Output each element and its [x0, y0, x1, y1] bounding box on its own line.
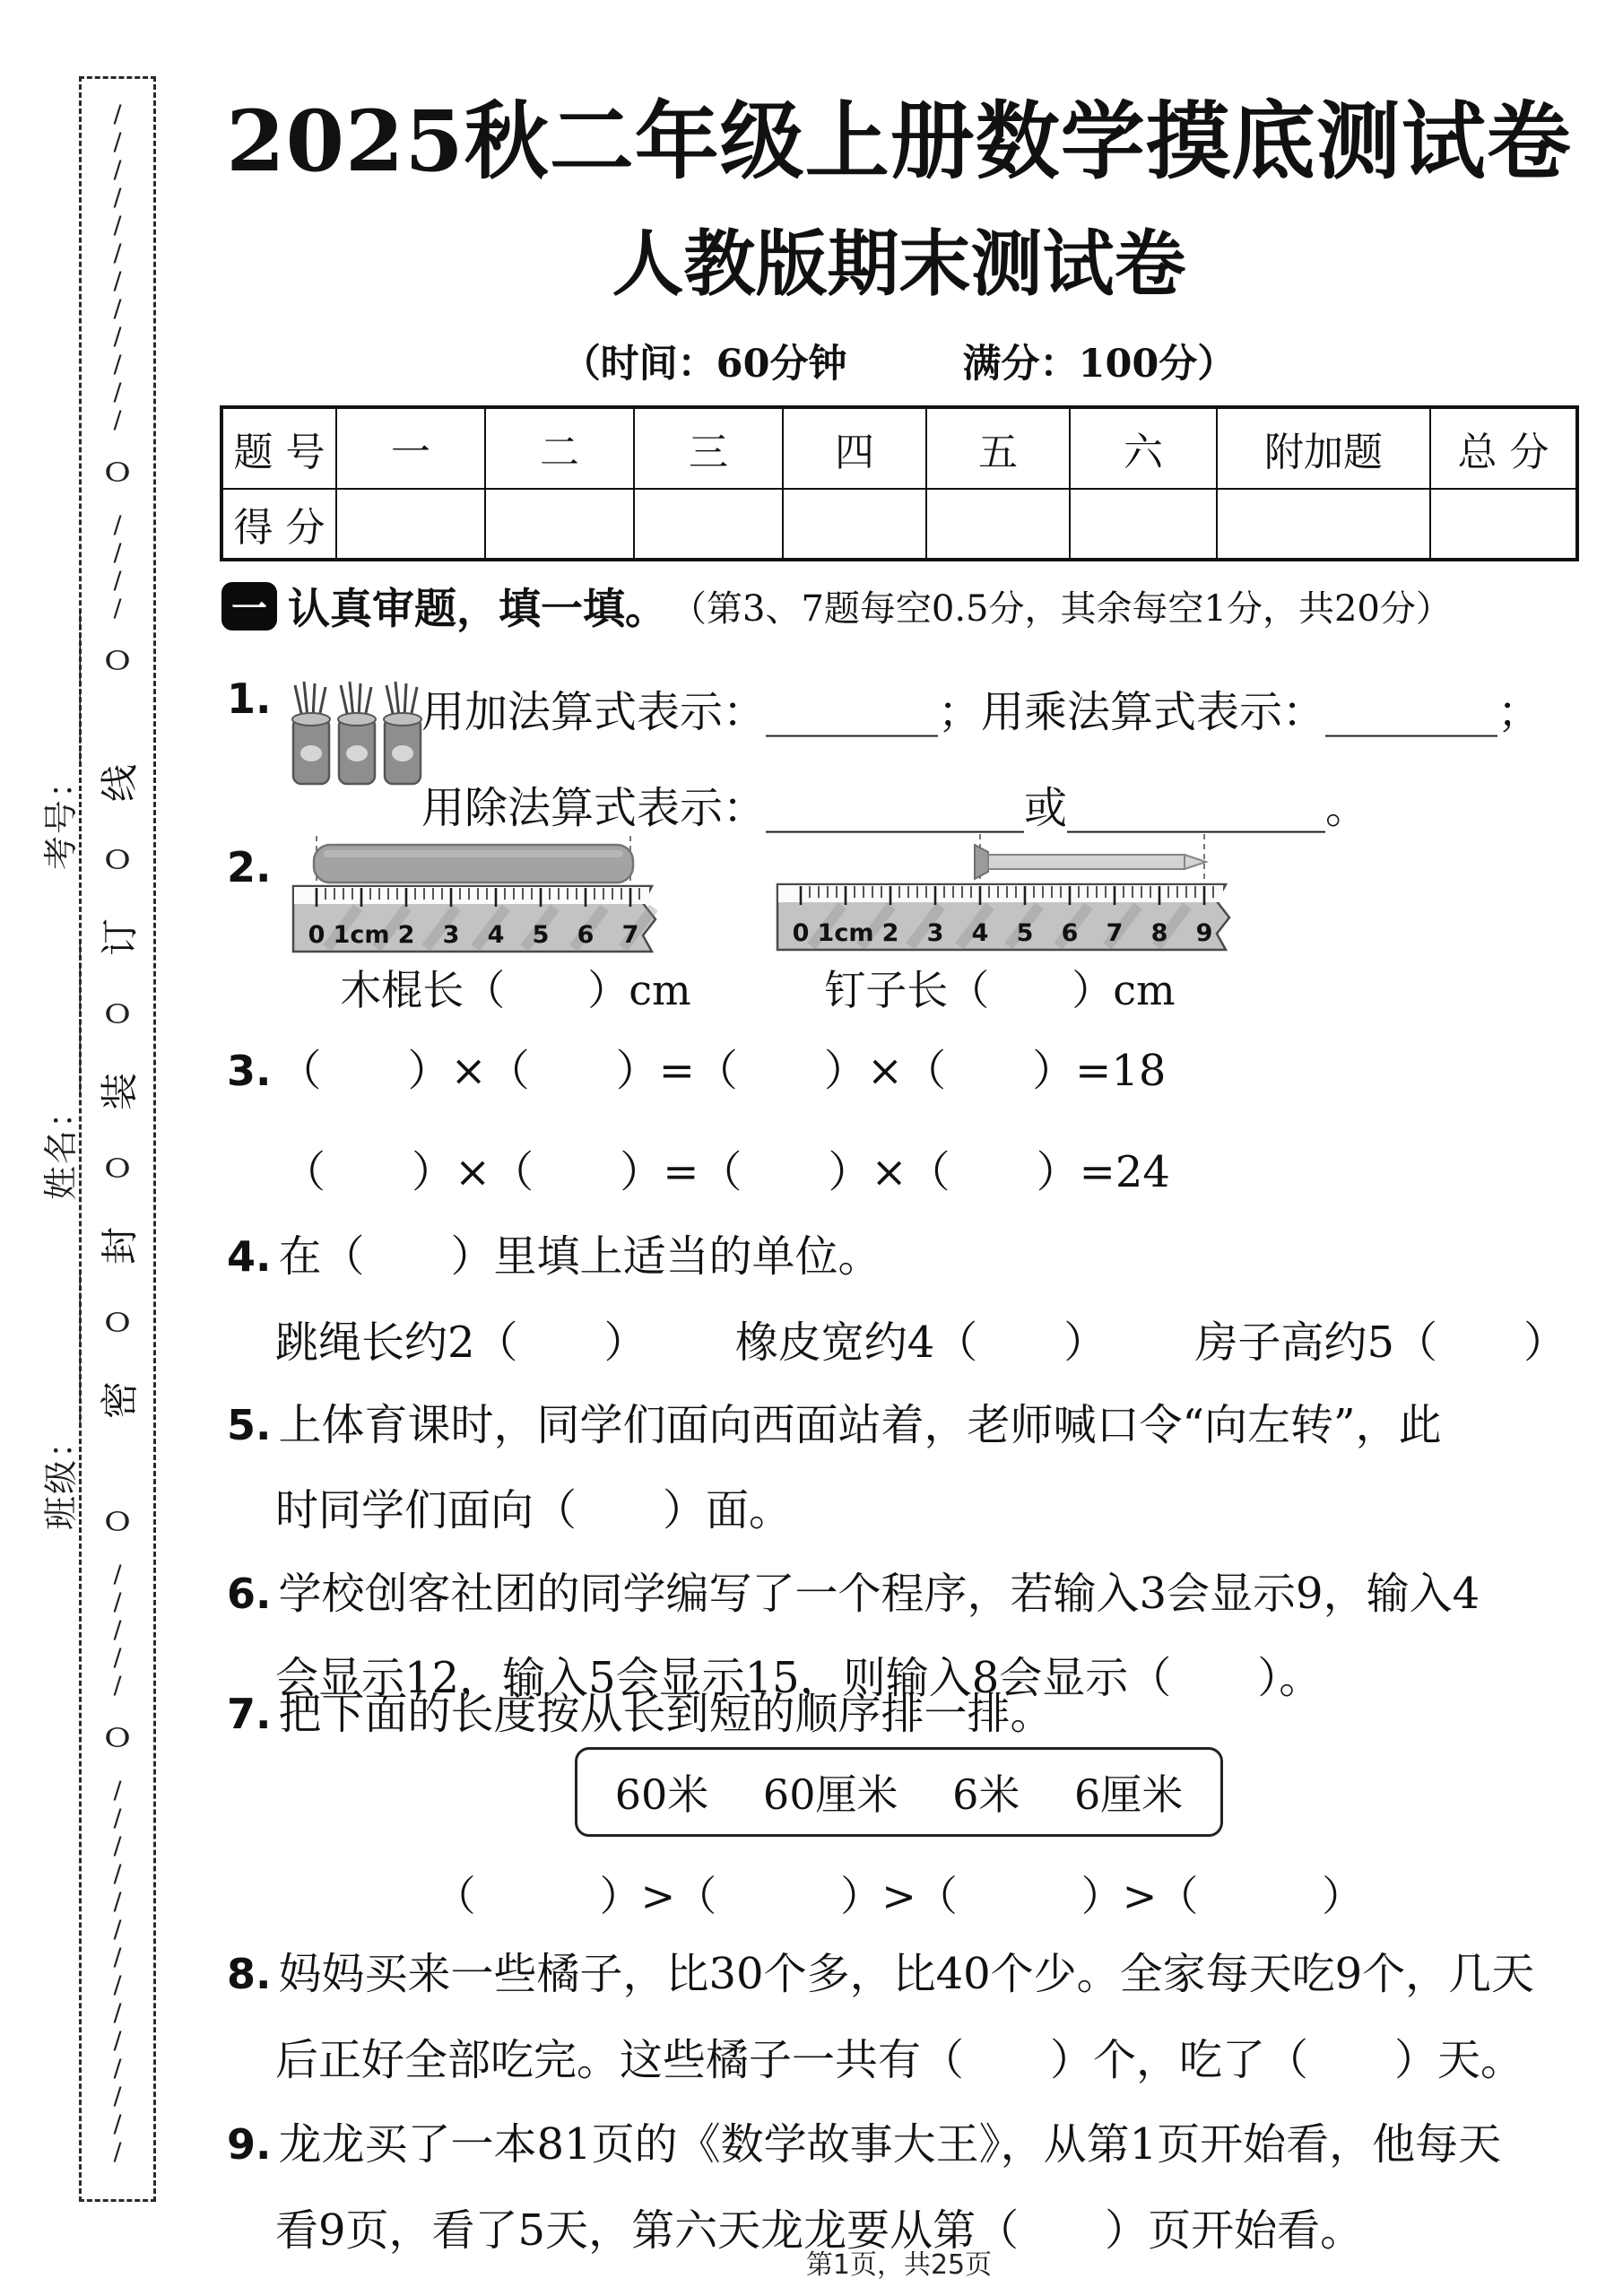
question-2-number: 2.	[227, 843, 272, 891]
seal-hatch-mark: /	[113, 2027, 122, 2055]
svg-text:7: 7	[621, 921, 639, 949]
svg-text:5: 5	[532, 921, 550, 949]
seal-circle-mark: O	[104, 1153, 131, 1184]
svg-text:6: 6	[1061, 919, 1079, 947]
question-8-number: 8.	[227, 1950, 272, 1998]
score-cell-empty	[634, 489, 783, 560]
seal-character: 封	[97, 1226, 142, 1265]
score-cell-empty	[926, 489, 1070, 560]
seal-circle-mark: O	[104, 1507, 131, 1537]
svg-text:0: 0	[792, 919, 810, 947]
seal-hatch-mark: /	[113, 1805, 122, 1832]
score-cell-empty	[485, 489, 634, 560]
seal-hatch-mark: /	[113, 1888, 122, 1916]
question-7-number: 7.	[227, 1690, 272, 1738]
question-7-compare-blanks: （ ）>（ ）>（ ）>（ ）	[434, 1872, 1364, 1920]
seal-hatch-mark: /	[113, 406, 122, 434]
time-score-info: （时间：60分钟 满分：100分）	[561, 342, 1237, 387]
seal-hatch-mark: /	[113, 239, 122, 267]
score-header-cell: 六	[1070, 407, 1217, 489]
seal-hatch-mark: /	[113, 1644, 122, 1672]
question-9-line-1: 9. 龙龙买了一本81页的《数学故事大王》，从第1页开始看，他每天	[227, 2119, 1502, 2170]
svg-text:9: 9	[1195, 919, 1213, 947]
seal-character: 线	[97, 763, 142, 803]
score-cell-empty	[1430, 489, 1577, 560]
score-table-header-row	[221, 407, 1577, 489]
seal-hatch-mark: /	[113, 1561, 122, 1588]
svg-text:4: 4	[971, 919, 989, 947]
seal-circle-mark: O	[104, 1723, 131, 1753]
section-one-title: 认真审题，填一填。	[288, 585, 667, 634]
seal-hatch-mark: /	[113, 1999, 122, 2027]
seal-hatch-mark: /	[113, 2083, 122, 2110]
svg-text:8: 8	[1150, 919, 1168, 947]
score-cell-empty	[336, 489, 485, 560]
length-options-box-wrap	[220, 1747, 1578, 1837]
seal-hatch-mark: /	[113, 156, 122, 184]
section-one-heading	[221, 576, 1452, 636]
svg-text:1cm: 1cm	[817, 919, 874, 947]
seal-hatch-mark: /	[113, 1971, 122, 1999]
seal-circle-mark: O	[104, 1308, 131, 1338]
score-header-cell: 总 分	[1430, 407, 1577, 489]
page-title: 2025秋二年级上册数学摸底测试卷	[226, 92, 1572, 191]
seal-hatch-mark: /	[113, 567, 122, 595]
seal-hatch-mark: /	[113, 595, 122, 622]
unit-blank-item: 房子高约5（ ）	[1194, 1318, 1567, 1368]
seal-hatch-mark: /	[113, 295, 122, 323]
score-header-cell: 五	[926, 407, 1070, 489]
seal-hatch-mark: /	[113, 2055, 122, 2083]
student-info-fields: 班级：________ 姓名：________ 考号：________	[41, 611, 81, 1530]
unit-blank-item: 橡皮宽约4（ ）	[734, 1318, 1107, 1368]
seal-hatch-mark: /	[113, 378, 122, 406]
question-3-line-2: （ ）×（ ）=（ ）×（ ）=24	[282, 1147, 1170, 1197]
question-7-line-1: 7. 把下面的长度按从长到短的顺序排一排。	[227, 1689, 1054, 1739]
score-header-cell: 一	[336, 407, 485, 489]
seal-hatch-mark: /	[113, 1944, 122, 1971]
question-6-line-2: 会显示12，输入5会显示15，则输入8会显示（ ）。	[275, 1653, 1323, 1703]
ruler-nail-image	[776, 832, 1244, 962]
seal-binding-strip	[79, 76, 156, 2202]
page-number-footer: 第1页，共25页	[805, 2249, 993, 2281]
question-1-line-1: 用加法算式表示：________；用乘法算式表示：________；	[421, 687, 1541, 737]
seal-hatch-mark: /	[113, 184, 122, 212]
question-6-line-1: 6. 学校创客社团的同学编写了一个程序，若输入3会显示9，输入4	[227, 1569, 1480, 1619]
unit-blank-item: 跳绳长约2（ ）	[275, 1318, 647, 1368]
seal-hatch-mark: /	[113, 100, 122, 128]
question-4-number: 4.	[227, 1232, 272, 1281]
question-9-line-2: 看9页，看了5天，第六天龙龙要从第（ ）页开始看。	[275, 2205, 1364, 2256]
score-cell-empty	[783, 489, 926, 560]
score-header-cell: 四	[783, 407, 926, 489]
question-1-number: 1.	[227, 674, 272, 723]
seal-hatch-mark: /	[113, 511, 122, 539]
question-8-line-1: 8. 妈妈买来一些橘子，比30个多，比40个少。全家每天吃9个，几天	[227, 1949, 1535, 1999]
question-4-line-1: 4. 在（ ）里填上适当的单位。	[227, 1231, 881, 1282]
question-1-line-2: 用除法算式表示：____________或____________。	[421, 783, 1369, 833]
seal-character: 装	[97, 1072, 142, 1111]
seal-hatch-mark: /	[113, 1672, 122, 1700]
nail-length-label: 钉子长（ ）cm	[824, 966, 1176, 1014]
seal-hatch-mark: /	[113, 267, 122, 295]
score-table-score-row	[221, 489, 1577, 560]
score-header-cell: 三	[634, 407, 783, 489]
question-4-units-row	[275, 1308, 1567, 1370]
seal-hatch-mark: /	[113, 323, 122, 351]
seal-circle-mark: O	[104, 845, 131, 875]
seal-hatch-mark: /	[113, 1860, 122, 1888]
question-3-number: 3.	[227, 1047, 272, 1095]
seal-hatch-mark: /	[113, 351, 122, 378]
score-cell-empty	[1217, 489, 1430, 560]
seal-circle-mark: O	[104, 457, 131, 488]
score-table	[220, 405, 1579, 561]
seal-character: 密	[97, 1380, 142, 1420]
seal-hatch-mark: /	[113, 1832, 122, 1860]
pencil-cups-image	[290, 678, 424, 822]
svg-text:0: 0	[308, 921, 325, 949]
svg-text:2: 2	[397, 921, 415, 949]
svg-text:1cm: 1cm	[333, 921, 390, 949]
seal-hatch-mark: /	[113, 1588, 122, 1616]
section-one-note: （第3、7题每空0.5分，其余每空1分，共20分）	[671, 588, 1452, 630]
svg-text:5: 5	[1016, 919, 1034, 947]
seal-hatch-mark: /	[113, 2138, 122, 2166]
score-row-label: 得 分	[221, 489, 336, 560]
seal-circle-mark: O	[104, 646, 131, 676]
seal-hatch-mark: /	[113, 128, 122, 156]
svg-text:4: 4	[487, 921, 505, 949]
score-header-cell: 附加题	[1217, 407, 1430, 489]
seal-hatch-mark: /	[113, 2110, 122, 2138]
seal-hatch-mark: /	[113, 1777, 122, 1805]
page-subtitle: 人教版期末测试卷	[612, 222, 1186, 306]
question-5-number: 5.	[227, 1401, 272, 1449]
seal-circle-mark: O	[104, 999, 131, 1030]
stick-length-label: 木棍长（ ）cm	[340, 966, 691, 1014]
ruler-stick-image	[291, 834, 670, 964]
score-cell-empty	[1070, 489, 1217, 560]
score-header-cell: 二	[485, 407, 634, 489]
svg-text:2: 2	[881, 919, 899, 947]
svg-text:6: 6	[577, 921, 595, 949]
svg-text:3: 3	[926, 919, 944, 947]
seal-character: 订	[97, 918, 142, 957]
seal-hatch-mark: /	[113, 212, 122, 239]
seal-strip-items	[97, 100, 142, 2166]
question-5-line-2: 时同学们面向（ ）面。	[275, 1485, 793, 1535]
seal-hatch-mark: /	[113, 539, 122, 567]
section-one-badge: 一	[221, 582, 277, 631]
question-8-line-2: 后正好全部吃完。这些橘子一共有（ ）个，吃了（ ）天。	[275, 2035, 1524, 2085]
question-5-line-1: 5. 上体育课时，同学们面向西面站着，老师喊口令“向左转”，此	[227, 1400, 1442, 1450]
svg-text:3: 3	[442, 921, 460, 949]
score-header-cell: 题 号	[221, 407, 336, 489]
seal-hatch-mark: /	[113, 1616, 122, 1644]
question-9-number: 9.	[227, 2120, 272, 2169]
question-6-number: 6.	[227, 1570, 272, 1618]
svg-text:7: 7	[1106, 919, 1124, 947]
question-3-line-1: 3. （ ）×（ ）=（ ）×（ ）=18	[227, 1046, 1167, 1096]
seal-hatch-mark: /	[113, 1916, 122, 1944]
paper-content	[220, 0, 1578, 2296]
length-options-box: 60米 60厘米 6米 6厘米	[575, 1747, 1223, 1837]
